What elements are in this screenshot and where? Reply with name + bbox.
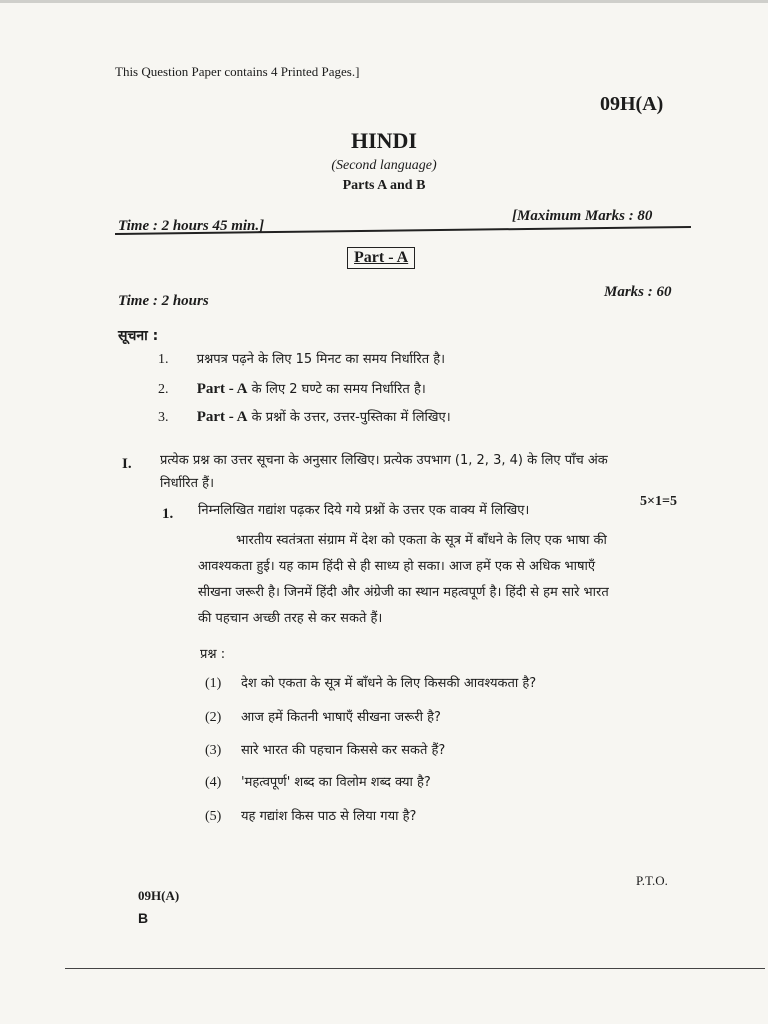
sub-question-text: देश को एकता के सूत्र में बाँधने के लिए किसकी आवश्यकता है? bbox=[241, 676, 537, 691]
sub-question-text: यह गद्यांश किस पाठ से लिया गया है? bbox=[241, 809, 417, 824]
instruction-item bbox=[158, 378, 426, 398]
instruction-bold: Part - A bbox=[196, 409, 248, 425]
footer-divider bbox=[65, 968, 765, 969]
sub-question bbox=[205, 771, 431, 791]
paper-set-label: B bbox=[138, 910, 149, 926]
instruction-text: के प्रश्नों के उत्तर, उत्तर-पुस्तिका में लिखिए। bbox=[247, 410, 451, 425]
total-time: Time : 2 hours 45 min.] bbox=[118, 218, 265, 234]
marks-distribution: 5×1=5 bbox=[640, 494, 677, 509]
instruction-number: 2. bbox=[158, 382, 169, 397]
paper-code: 09H(A) bbox=[600, 93, 664, 115]
sub-question-number: (1) bbox=[205, 676, 222, 691]
instruction-number: 3. bbox=[158, 410, 169, 425]
questions-heading: प्रश्न : bbox=[200, 647, 226, 662]
instruction-item bbox=[158, 348, 445, 368]
subject-title: HINDI bbox=[350, 128, 417, 153]
scan-edge bbox=[0, 0, 768, 3]
instruction-number: 1. bbox=[158, 352, 169, 367]
instruction-bold: Part - A bbox=[196, 381, 248, 397]
part-a-marks: Marks : 60 bbox=[604, 284, 672, 300]
please-turn-over: P.T.O. bbox=[636, 873, 668, 888]
part-a-box: Part - A bbox=[347, 247, 415, 269]
sub-question bbox=[205, 739, 445, 759]
passage-line: आवश्यकता हुई। यह काम हिंदी से ही साध्य हो सका। आज हमें एक से अधिक भाषाएँ bbox=[198, 559, 596, 574]
footer-paper-code: 09H(A) bbox=[138, 888, 180, 903]
instructions-heading: सूचना : bbox=[118, 328, 159, 344]
sub-question bbox=[205, 805, 416, 825]
section-number: I. bbox=[122, 456, 132, 472]
subject-subtitle: (Second language) bbox=[331, 158, 437, 173]
instruction-text: के लिए 2 घण्टे का समय निर्धारित है। bbox=[247, 382, 426, 397]
section-instruction-line2: निर्धारित हैं। bbox=[160, 476, 215, 491]
passage-line: भारतीय स्वतंत्रता संग्राम में देश को एकता के सूत्र में बाँधने के लिए एक भाषा की bbox=[236, 533, 607, 548]
sub-question-number: (4) bbox=[205, 775, 222, 790]
part-a-time: Time : 2 hours bbox=[118, 293, 209, 309]
question-number: 1. bbox=[162, 506, 174, 522]
sub-question-text: आज हमें कितनी भाषाएँ सीखना जरूरी है? bbox=[241, 710, 441, 725]
pages-note: This Question Paper contains 4 Printed Pages.] bbox=[115, 64, 360, 79]
sub-question-number: (5) bbox=[205, 809, 222, 824]
instruction-text: प्रश्नपत्र पढ़ने के लिए 15 मिनट का समय निर्धारित है। bbox=[196, 352, 446, 367]
instruction-item bbox=[158, 406, 451, 426]
question-instruction: निम्नलिखित गद्यांश पढ़कर दिये गये प्रश्नों के उत्तर एक वाक्य में लिखिए। bbox=[198, 503, 530, 518]
passage-line: सीखना जरूरी है। जिनमें हिंदी और अंग्रेजी का स्थान महत्वपूर्ण है। हिंदी से हम सारे भारत bbox=[198, 585, 609, 600]
passage-line: की पहचान अच्छी तरह से कर सकते हैं। bbox=[198, 611, 383, 626]
sub-question-text: सारे भारत की पहचान किससे कर सकते हैं? bbox=[241, 743, 446, 758]
section-instruction-line1: प्रत्येक प्रश्न का उत्तर सूचना के अनुसार लिखिए। प्रत्येक उपभाग (1, 2, 3, 4) के लिए पाँच अंक bbox=[160, 453, 608, 468]
sub-question bbox=[205, 672, 536, 692]
parts-label: Parts A and B bbox=[342, 178, 426, 193]
sub-question bbox=[205, 706, 441, 726]
sub-question-number: (2) bbox=[205, 710, 222, 725]
sub-question-number: (3) bbox=[205, 743, 222, 758]
maximum-marks: [Maximum Marks : 80 bbox=[512, 208, 653, 224]
sub-question-text: 'महत्वपूर्ण' शब्द का विलोम शब्द क्या है? bbox=[241, 775, 431, 790]
